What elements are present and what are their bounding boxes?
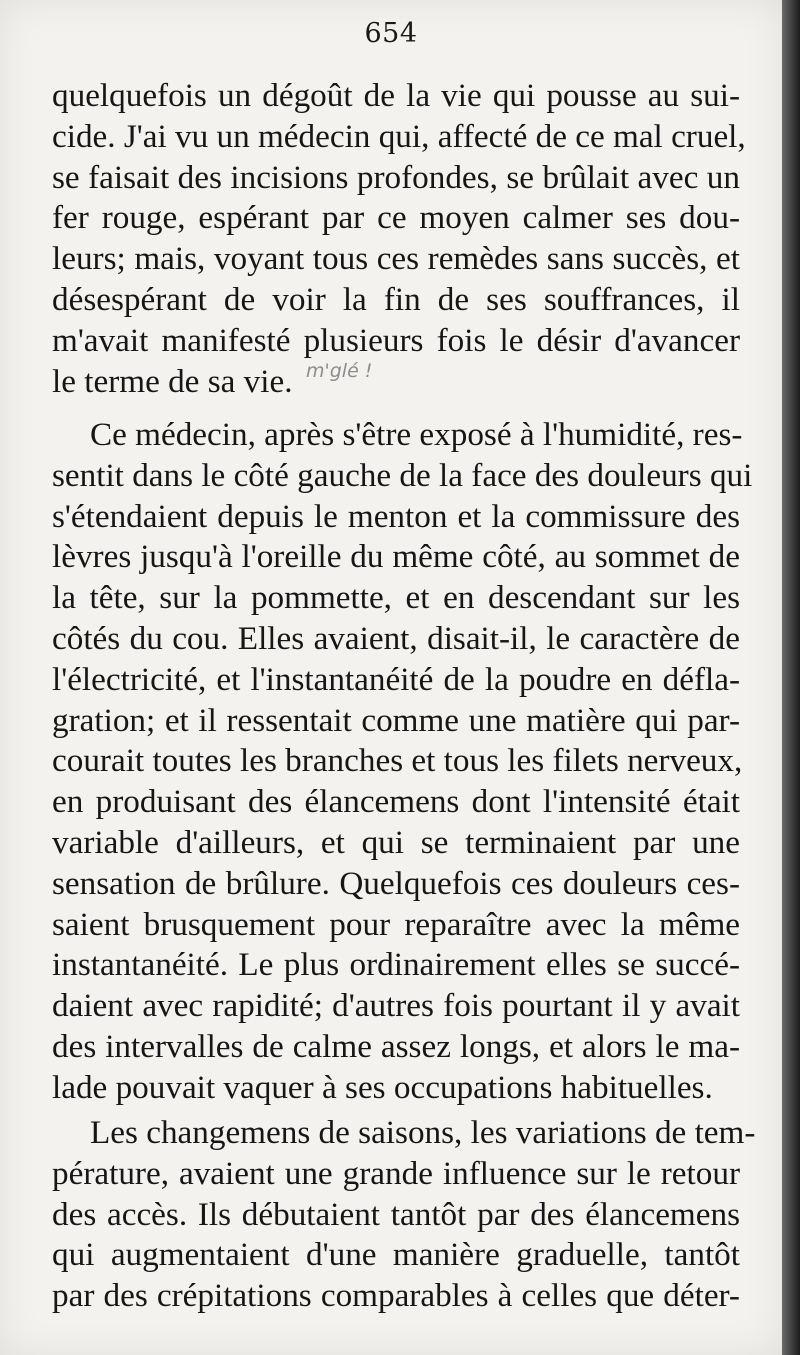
text-line: lèvres jusqu'à l'oreille du même côté, au sommet de	[52, 538, 740, 576]
text-line: leurs; mais, voyant tous ces remèdes sans succès, et	[52, 240, 740, 278]
text-line: cide. J'ai vu un médecin qui, affecté de ce mal cruel,	[52, 117, 746, 155]
text-line: qui augmentaient d'une manière graduelle, tantôt	[52, 1236, 740, 1274]
text-line: par des crépitations comparables à celles que déter-	[52, 1277, 740, 1315]
text-line: côtés du cou. Elles avaient, disait-il, le caractère de	[52, 619, 740, 657]
text-line: quelquefois un dégoût de la vie qui pousse au sui-	[52, 77, 740, 114]
paragraph-3	[52, 1113, 756, 1317]
text-line: variable d'ailleurs, et qui se terminaient par une	[52, 823, 740, 861]
text-line: saient brusquement pour reparaître avec la même	[52, 905, 740, 943]
text-line: se faisait des incisions profondes, se brûlait avec un	[52, 158, 740, 196]
text-line: instantanéité. Le plus ordinairement elles se succé-	[52, 946, 740, 984]
text-line: lade pouvait vaquer à ses occupations habituelles.	[52, 1068, 713, 1106]
text-line: des accès. Ils débutaient tantôt par des élancemens	[52, 1195, 740, 1233]
text-line: l'électricité, et l'instantanéité de la poudre en défla-	[52, 660, 740, 698]
page-number: 654	[364, 18, 418, 49]
text-line: m'avait manifesté plusieurs fois le désir d'avancer	[52, 321, 740, 359]
text-line: s'étendaient depuis le menton et la commissure des	[52, 497, 740, 535]
text-line: sensation de brûlure. Quelquefois ces douleurs ces-	[52, 864, 740, 902]
text-line: le terme de sa vie.	[52, 362, 293, 400]
text-line: en produisant des élancemens dont l'intensité était	[52, 783, 740, 821]
text-line: Ce médecin, après s'être exposé à l'humidité, res-	[90, 416, 743, 453]
text-line: sentit dans le côté gauche de la face des douleurs qui	[52, 456, 753, 494]
paragraph-2	[52, 415, 753, 1109]
paragraph-1	[52, 76, 746, 402]
text-line: Les changemens de saisons, les variations de tem-	[90, 1114, 756, 1151]
text-line: désespérant de voir la fin de ses souffrances, il	[52, 280, 740, 318]
text-line: courait toutes les branches et tous les filets nerveux,	[52, 742, 743, 780]
text-line: daient avec rapidité; d'autres fois pourtant il y avait	[52, 987, 740, 1025]
text-line: des intervalles de calme assez longs, et alors le ma-	[52, 1027, 740, 1065]
handwritten-margin-note: m'glé !	[306, 360, 373, 382]
text-line: gration; et il ressentait comme une matière qui par-	[52, 701, 740, 739]
text-line: la tête, sur la pommette, et en descendant sur les	[52, 579, 740, 617]
text-line: pérature, avaient une grande influence sur le retour	[52, 1154, 740, 1192]
page-edge-shadow	[782, 0, 800, 1355]
text-line: fer rouge, espérant par ce moyen calmer ses dou-	[52, 199, 740, 237]
